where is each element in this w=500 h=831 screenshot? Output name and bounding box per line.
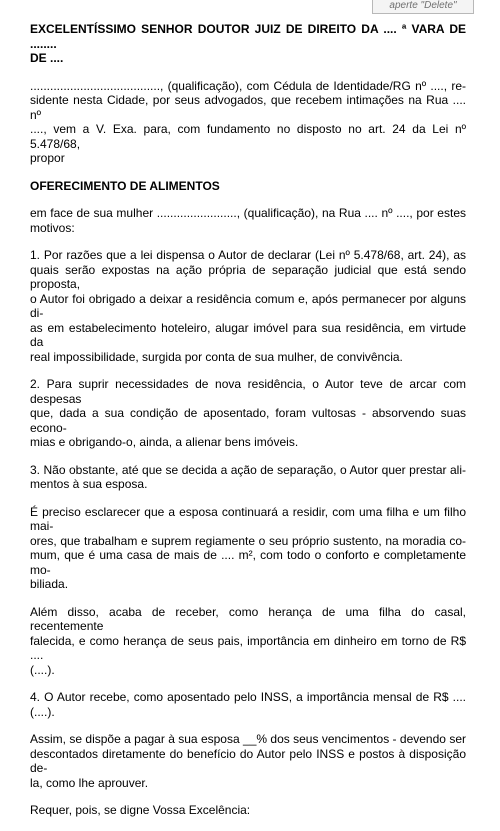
text-line: 4. O Autor recebe, como aposentado pelo INSS, a importância mensal de R$ .... (....). <box>30 690 466 719</box>
text-line: É preciso esclarecer que a esposa continuará a residir, com uma filha e um filho mai- <box>30 504 466 533</box>
defendant-paragraph <box>30 206 466 235</box>
text-line: quais serão expostas na ação própria de separação judicial que está sendo proposta, <box>30 262 466 291</box>
petition-document <box>30 22 466 831</box>
text-line: mum, que é uma casa de mais de .... m², com todo o conforto e completamente mo- <box>30 548 466 577</box>
text-line: 1. Por razões que a lei dispensa o Autor de declarar (Lei nº 5.478/68, art. 24), as <box>30 248 466 262</box>
text-line: propor <box>30 151 65 165</box>
text-line: biliada. <box>30 577 69 591</box>
text-line: descontados diretamente do benefício do Autor pelo INSS e postos à disposição de- <box>30 746 466 775</box>
qualification-paragraph <box>30 79 466 166</box>
text-line: ...., vem a V. Exa. para, com fundamento no disposto no art. 24 da Lei nº 5.478/68, <box>30 122 466 151</box>
text-line: 2. Para suprir necessidades de nova residência, o Autor teve de arcar com despesas <box>30 377 466 406</box>
residence-paragraph <box>30 505 466 592</box>
text-line: mias e obrigando-o, ainda, a alienar bens imóveis. <box>30 435 299 449</box>
text-line: as em estabelecimento hoteleiro, alugar imóvel para sua residência, em virtude da <box>30 320 466 349</box>
heading-line: EXCELENTÍSSIMO SENHOR DOUTOR JUIZ DE DIREITO DA .... ª VARA DE ........ <box>30 22 466 51</box>
petition-heading <box>30 22 466 66</box>
text-line: sidente nesta Cidade, por seus advogados, que recebem intimações na Rua .... nº <box>30 93 466 122</box>
text-line: Além disso, acaba de receber, como herança de uma filha do casal, recentemente <box>30 604 466 633</box>
inheritance-paragraph <box>30 605 466 678</box>
text-line: ......................................., (qualificação), com Cédula de Identidade/RG nº ...., re- <box>30 78 466 93</box>
offer-paragraph <box>30 732 466 790</box>
text-line: la, como lhe aprouver. <box>30 775 149 790</box>
text-line: real impossibilidade, surgida por conta de sua mulher, de convivência. <box>30 349 403 364</box>
text-line: Assim, se dispõe a pagar à sua esposa __% dos seus vencimentos - devendo ser <box>30 732 466 746</box>
heading-line: DE .... <box>30 51 64 65</box>
text-line: 3. Não obstante, até que se decida a ação de separação, o Autor quer prestar ali- <box>30 462 466 477</box>
section-title <box>30 179 466 194</box>
text-line: (....). <box>30 662 55 677</box>
reason-2-paragraph <box>30 377 466 450</box>
text-line: OFERECIMENTO DE ALIMENTOS <box>30 178 220 193</box>
reason-1-paragraph <box>30 248 466 364</box>
delete-hint-label: aperte "Delete" <box>372 0 474 14</box>
text-line: falecida, e como herança de seus pais, importância em dinheiro em torno de R$ .... <box>30 633 466 662</box>
text-line: em face de sua mulher ........................, (qualificação), na Rua .... nº ...., por estes <box>30 206 466 220</box>
text-line: Requer, pois, se digne Vossa Excelência: <box>30 803 251 817</box>
text-line: o Autor foi obrigado a deixar a residência comum e, após permanecer por alguns di- <box>30 291 466 320</box>
text-line: que, dada a sua condição de aposentado, foram vultosas - absorvendo suas econo- <box>30 406 466 435</box>
text-line: motivos: <box>30 220 75 235</box>
text-line: mentos à sua esposa. <box>30 477 148 491</box>
reason-4-paragraph <box>30 690 466 719</box>
text-line: ores, que trabalham e suprem regiamente o seu próprio sustento, na moradia co- <box>30 533 466 548</box>
reason-3-paragraph <box>30 463 466 492</box>
request-paragraph <box>30 803 466 818</box>
